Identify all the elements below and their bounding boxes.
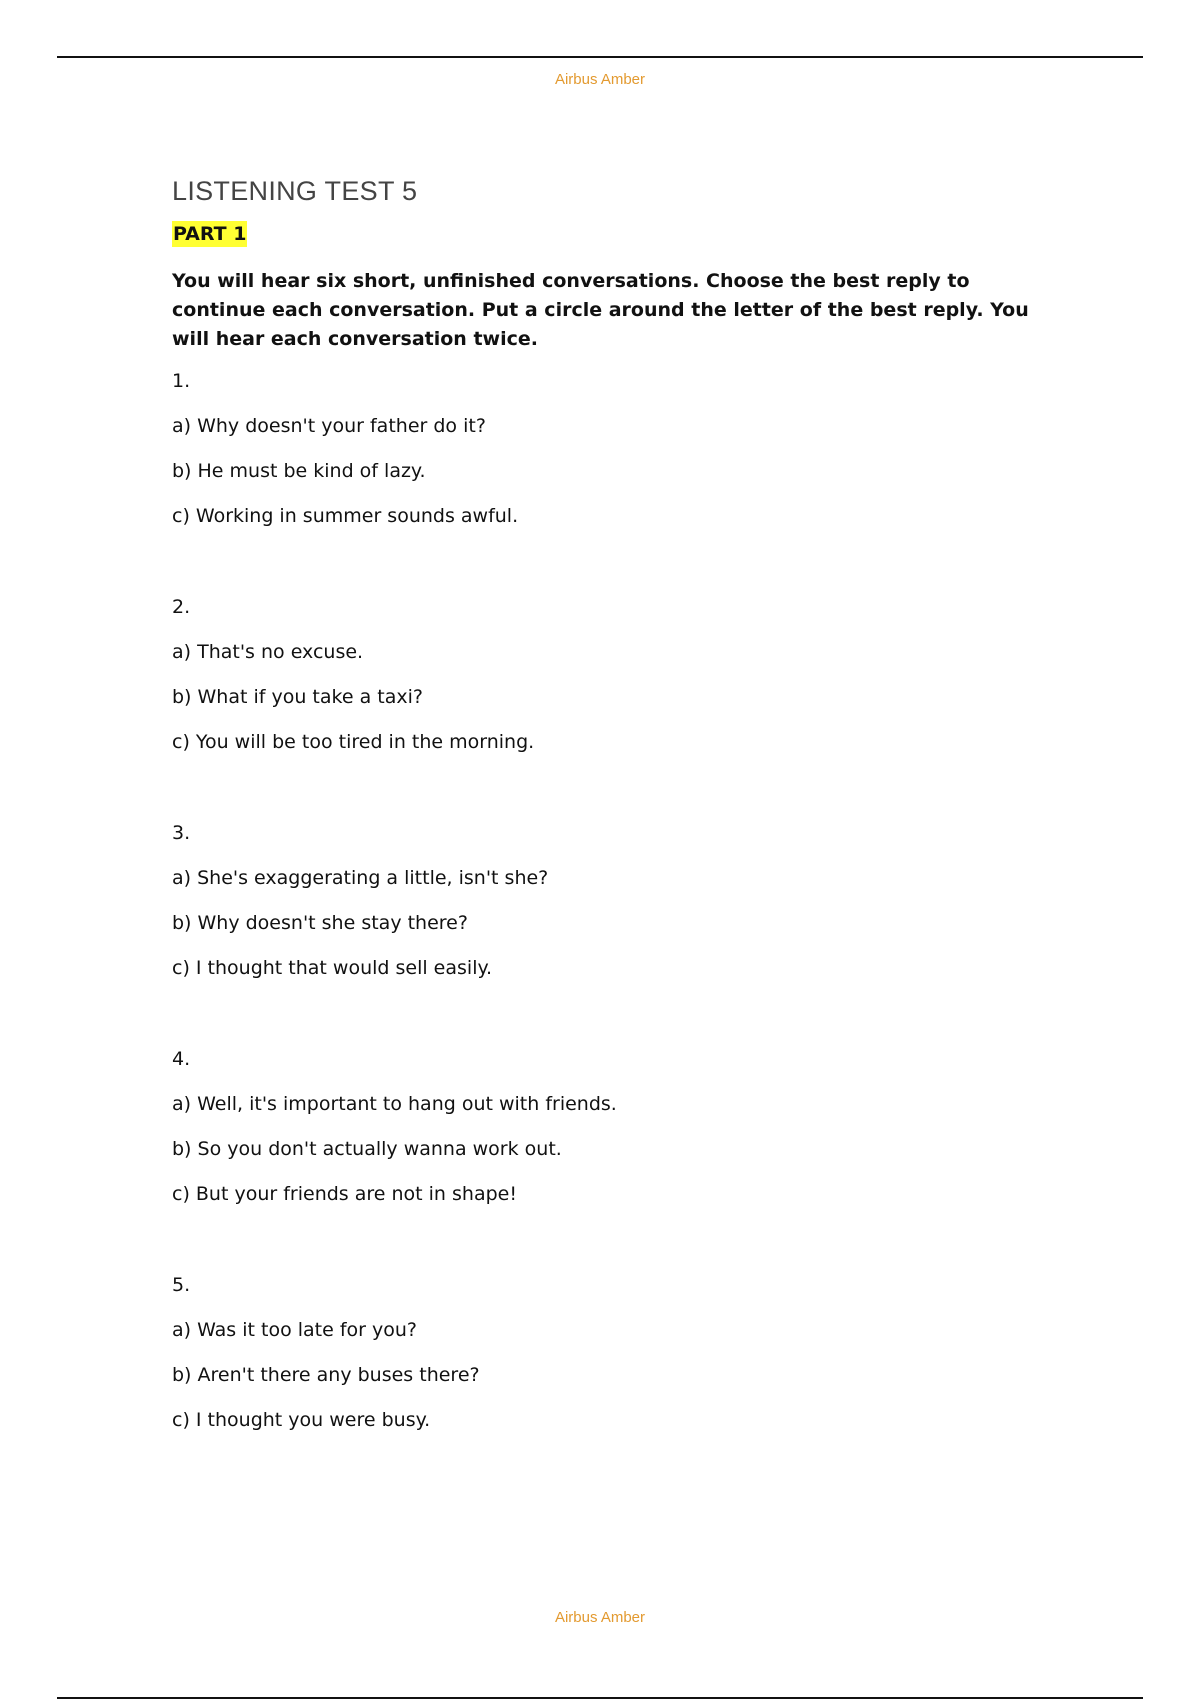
part-label: PART 1 [173,223,247,245]
option-c: c) You will be too tired in the morning. [172,731,535,753]
option-b: b) What if you take a taxi? [172,686,423,708]
page-title: LISTENING TEST 5 [172,176,418,206]
option-c: c) I thought that would sell easily. [172,957,493,979]
question-5 [172,1272,1052,1433]
option-b: b) Why doesn't she stay there? [172,912,468,934]
question-spacer [172,1000,1052,1046]
option-a: a) Why doesn't your father do it? [172,415,486,437]
option-a: a) She's exaggerating a little, isn't she? [172,867,549,889]
document-body [172,176,1052,1452]
header-rule [57,56,1143,58]
question-3 [172,820,1052,981]
footer-rule [57,1697,1143,1699]
question-number: 1. [172,370,191,392]
question-number: 4. [172,1048,191,1070]
question-1 [172,368,1052,529]
page-header: Airbus Amber [554,71,646,88]
page-footer: Airbus Amber [554,1609,646,1626]
question-4 [172,1046,1052,1207]
question-number: 3. [172,822,191,844]
question-number: 2. [172,596,191,618]
instructions: You will hear six short, unfinished conversations. Choose the best reply to continue each conversation. Put a circle around the letter of the best reply. You will hear each conversation twice. [172,270,1029,350]
option-c: c) I thought you were busy. [172,1409,431,1431]
question-number: 5. [172,1274,191,1296]
option-a: a) Was it too late for you? [172,1319,418,1341]
question-spacer [172,1226,1052,1272]
option-c: c) But your friends are not in shape! [172,1183,517,1205]
option-a: a) That's no excuse. [172,641,364,663]
question-spacer [172,774,1052,820]
option-b: b) He must be kind of lazy. [172,460,426,482]
question-spacer [172,548,1052,594]
option-b: b) So you don't actually wanna work out. [172,1138,562,1160]
option-a: a) Well, it's important to hang out with friends. [172,1093,617,1115]
option-c: c) Working in summer sounds awful. [172,505,519,527]
option-b: b) Aren't there any buses there? [172,1364,480,1386]
question-2 [172,594,1052,755]
